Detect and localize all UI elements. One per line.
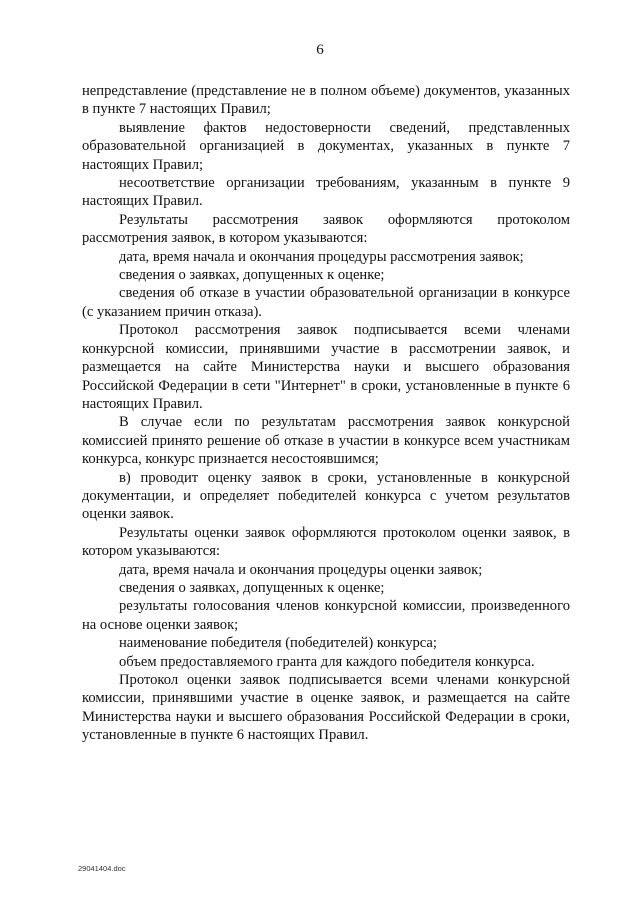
paragraph: сведения о заявках, допущенных к оценке;: [119, 267, 385, 284]
paragraph: объем предоставляемого гранта для каждого победителя конкурса.: [119, 653, 535, 670]
paragraph: Результаты оценки заявок оформляются протоколом оценки заявок, в котором указываются:: [82, 524, 570, 560]
paragraph: сведения об отказе в участии образовательной организации в конкурсе (с указанием причин отказа).: [82, 285, 570, 320]
paragraph: в) проводит оценку заявок в сроки, установленные в конкурсной документации, и определяет победителей конкурса с учетом результатов оценки заявок.: [82, 469, 570, 523]
paragraph: непредставление (представление не в полном объеме) документов, указанных в пункте 7 настоящих Правил;: [82, 83, 570, 118]
paragraph: сведения о заявках, допущенных к оценке;: [119, 579, 385, 596]
paragraph: Протокол рассмотрения заявок подписывается всеми членами конкурсной комиссии, принявшими участие в рассмотрении заявок, и размещается на сайте Министерства науки и высшего образования Российской Федерации в сети "Интернет" в сроки, установленные в пункте 6 настоящих Правил.: [82, 322, 570, 412]
footer-filename: 29041404.doc: [78, 864, 126, 873]
paragraph: Результаты рассмотрения заявок оформляются протоколом рассмотрения заявок, в котором указываются:: [82, 211, 570, 247]
paragraph: наименование победителя (победителей) конкурса;: [119, 635, 437, 652]
paragraph: В случае если по результатам рассмотрения заявок конкурсной комиссией принято решение об отказе в участии в конкурсе всем участникам конкурса, конкурс признается несостоявшимся;: [82, 414, 570, 468]
page-number: 6: [316, 42, 324, 58]
document-body: [82, 82, 570, 745]
paragraph: Протокол оценки заявок подписывается всеми членами конкурсной комиссии, принявшими участие в оценке заявок, и размещается на сайте Министерства науки и высшего образования Российской Федерации в сроки, установленные в пункте 6 настоящих Правил.: [82, 672, 570, 744]
paragraph: дата, время начала и окончания процедуры оценки заявок;: [119, 561, 483, 578]
paragraph: дата, время начала и окончания процедуры рассмотрения заявок;: [119, 248, 524, 265]
paragraph: выявление фактов недостоверности сведений, представленных образовательной организацией в документах, указанных в пункте 7 настоящих Правил;: [82, 119, 570, 173]
paragraph: результаты голосования членов конкурсной комиссии, произведенного на основе оценки заявок;: [82, 598, 570, 633]
paragraph: несоответствие организации требованиям, указанным в пункте 9 настоящих Правил.: [82, 175, 570, 210]
